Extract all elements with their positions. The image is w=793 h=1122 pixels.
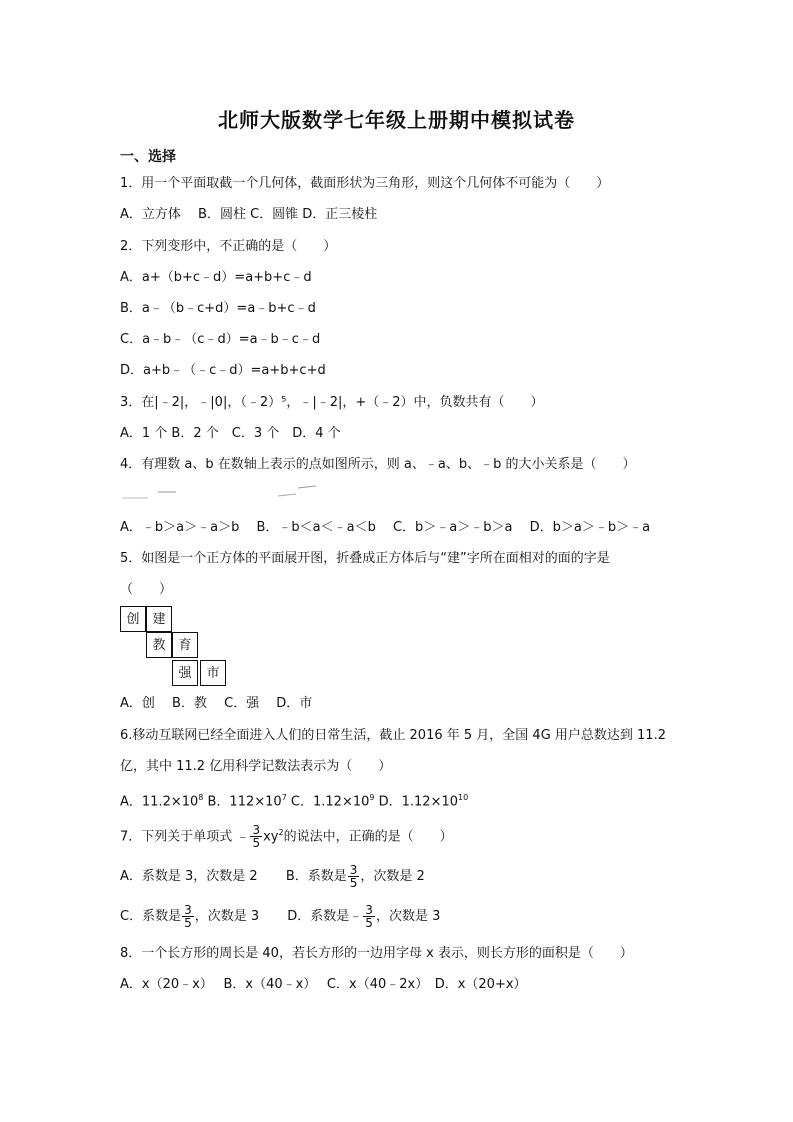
option-d: D．系数是 bbox=[287, 909, 350, 924]
net-cell: 创 bbox=[120, 606, 146, 632]
question-2: 2．下列变形中，不正确的是（ ） bbox=[120, 239, 337, 254]
net-cell: 育 bbox=[172, 632, 198, 658]
question-2-option-c: C．a﹣b﹣（c﹣d）=a﹣b﹣c﹣d bbox=[120, 332, 321, 347]
net-cell: 强 bbox=[172, 660, 198, 686]
numerator: 3 bbox=[365, 903, 373, 917]
exponent: 10 bbox=[458, 793, 469, 802]
exponent: 8 bbox=[198, 793, 204, 802]
question-6-cont: 亿，其中 11.2 亿用科学记数法表示为（ ） bbox=[120, 759, 392, 774]
question-2-option-a: A．a+（b+c﹣d）=a+b+c﹣d bbox=[120, 270, 312, 285]
question-7-options-ab bbox=[120, 862, 425, 892]
net-cell: 建 bbox=[146, 606, 172, 632]
denominator: 5 bbox=[184, 916, 192, 930]
number-line-figure bbox=[118, 482, 328, 504]
option-c: C．系数是 bbox=[120, 909, 182, 924]
question-8-options: A．x（20﹣x） B．x（40﹣x） C．x（40﹣2x） D．x（20+x） bbox=[120, 977, 527, 992]
question-2-option-d: D．a+b﹣（﹣c﹣d）=a+b+c+d bbox=[120, 363, 326, 378]
option-a: A．11.2×10 bbox=[120, 794, 199, 810]
exponent: 9 bbox=[369, 793, 375, 802]
question-7-options-cd bbox=[120, 902, 440, 932]
question-3: 3．在|﹣2|，﹣|0|，（﹣2）⁵，﹣|﹣2|，+（﹣2）中，负数共有（ ） bbox=[120, 395, 544, 410]
option-c: C．1.12×10 bbox=[290, 794, 370, 810]
exponent: 7 bbox=[281, 793, 287, 802]
fraction bbox=[182, 904, 194, 929]
question-5-options: A．创 B．教 C．强 D．市 bbox=[120, 696, 313, 711]
fraction bbox=[348, 864, 360, 889]
q7-suffix: 的说法中，正确的是（ ） bbox=[283, 829, 453, 845]
question-1: 1．用一个平面取截一个几何体，截面形状为三角形，则这个几何体不可能为（ ） bbox=[120, 176, 610, 191]
cube-net-figure bbox=[120, 606, 240, 690]
denominator: 5 bbox=[252, 836, 261, 851]
denominator: 5 bbox=[349, 876, 358, 890]
net-cell: 市 bbox=[200, 660, 226, 686]
fraction bbox=[363, 904, 375, 929]
monomial: xy bbox=[263, 829, 279, 845]
question-5: 5．如图是一个正方体的平面展开图，折叠成正方体后与“建”字所在面相对的面的字是 bbox=[120, 551, 610, 566]
option-d-rest: ，次数是 3 bbox=[375, 909, 441, 924]
question-8: 8．一个长方形的周长是 40，若长方形的一边用字母 x 表示，则长方形的面积是（ ） bbox=[120, 946, 633, 961]
question-4-options: A．﹣b＞a＞﹣a＞b B．﹣b＜a＜﹣a＜b C．b＞﹣a＞﹣b＞a D．b＞a＞﹣b＞﹣a bbox=[120, 520, 651, 535]
numerator: 3 bbox=[184, 903, 192, 917]
option-b-rest: ，次数是 2 bbox=[360, 869, 425, 884]
option-c-rest: ，次数是 3 bbox=[194, 909, 260, 924]
denominator: 5 bbox=[365, 916, 373, 930]
minus-sign: ﹣ bbox=[349, 909, 363, 924]
question-6: 6.移动互联网已经全面进入人们的日常生活，截止 2016 年 5 月，全国 4G 用户总数达到 11.2 bbox=[120, 728, 666, 743]
question-4: 4．有理数 a、b 在数轴上表示的点如图所示，则 a、﹣a、b、﹣b 的大小关系是（ ） bbox=[120, 457, 636, 472]
page-title: 北师大版数学七年级上册期中模拟试卷 bbox=[218, 108, 575, 132]
option-d: D．1.12×10 bbox=[378, 794, 459, 810]
question-7 bbox=[120, 818, 453, 852]
question-1-options: A．立方体 B．圆柱 C．圆锥 D．正三棱柱 bbox=[120, 207, 378, 222]
section-heading: 一、选择 bbox=[120, 149, 176, 165]
net-cell: 教 bbox=[146, 632, 172, 658]
numerator: 3 bbox=[349, 863, 358, 877]
question-5-brackets: （ ） bbox=[120, 582, 173, 597]
question-3-options: A．1 个 B．2 个 C．3 个 D．4 个 bbox=[120, 426, 341, 441]
option-b: B．112×10 bbox=[207, 794, 282, 810]
exponent: 2 bbox=[278, 828, 284, 837]
q7-prefix: 7．下列关于单项式 bbox=[120, 829, 233, 845]
question-2-option-b: B．a﹣（b﹣c+d）=a﹣b+c﹣d bbox=[120, 301, 316, 316]
minus-sign: ﹣ bbox=[236, 829, 250, 845]
numerator: 3 bbox=[252, 823, 261, 838]
option-a: A．系数是 3，次数是 2 bbox=[120, 869, 258, 884]
option-b: B．系数是 bbox=[285, 869, 347, 884]
fraction bbox=[250, 824, 262, 849]
question-6-options bbox=[120, 789, 468, 811]
